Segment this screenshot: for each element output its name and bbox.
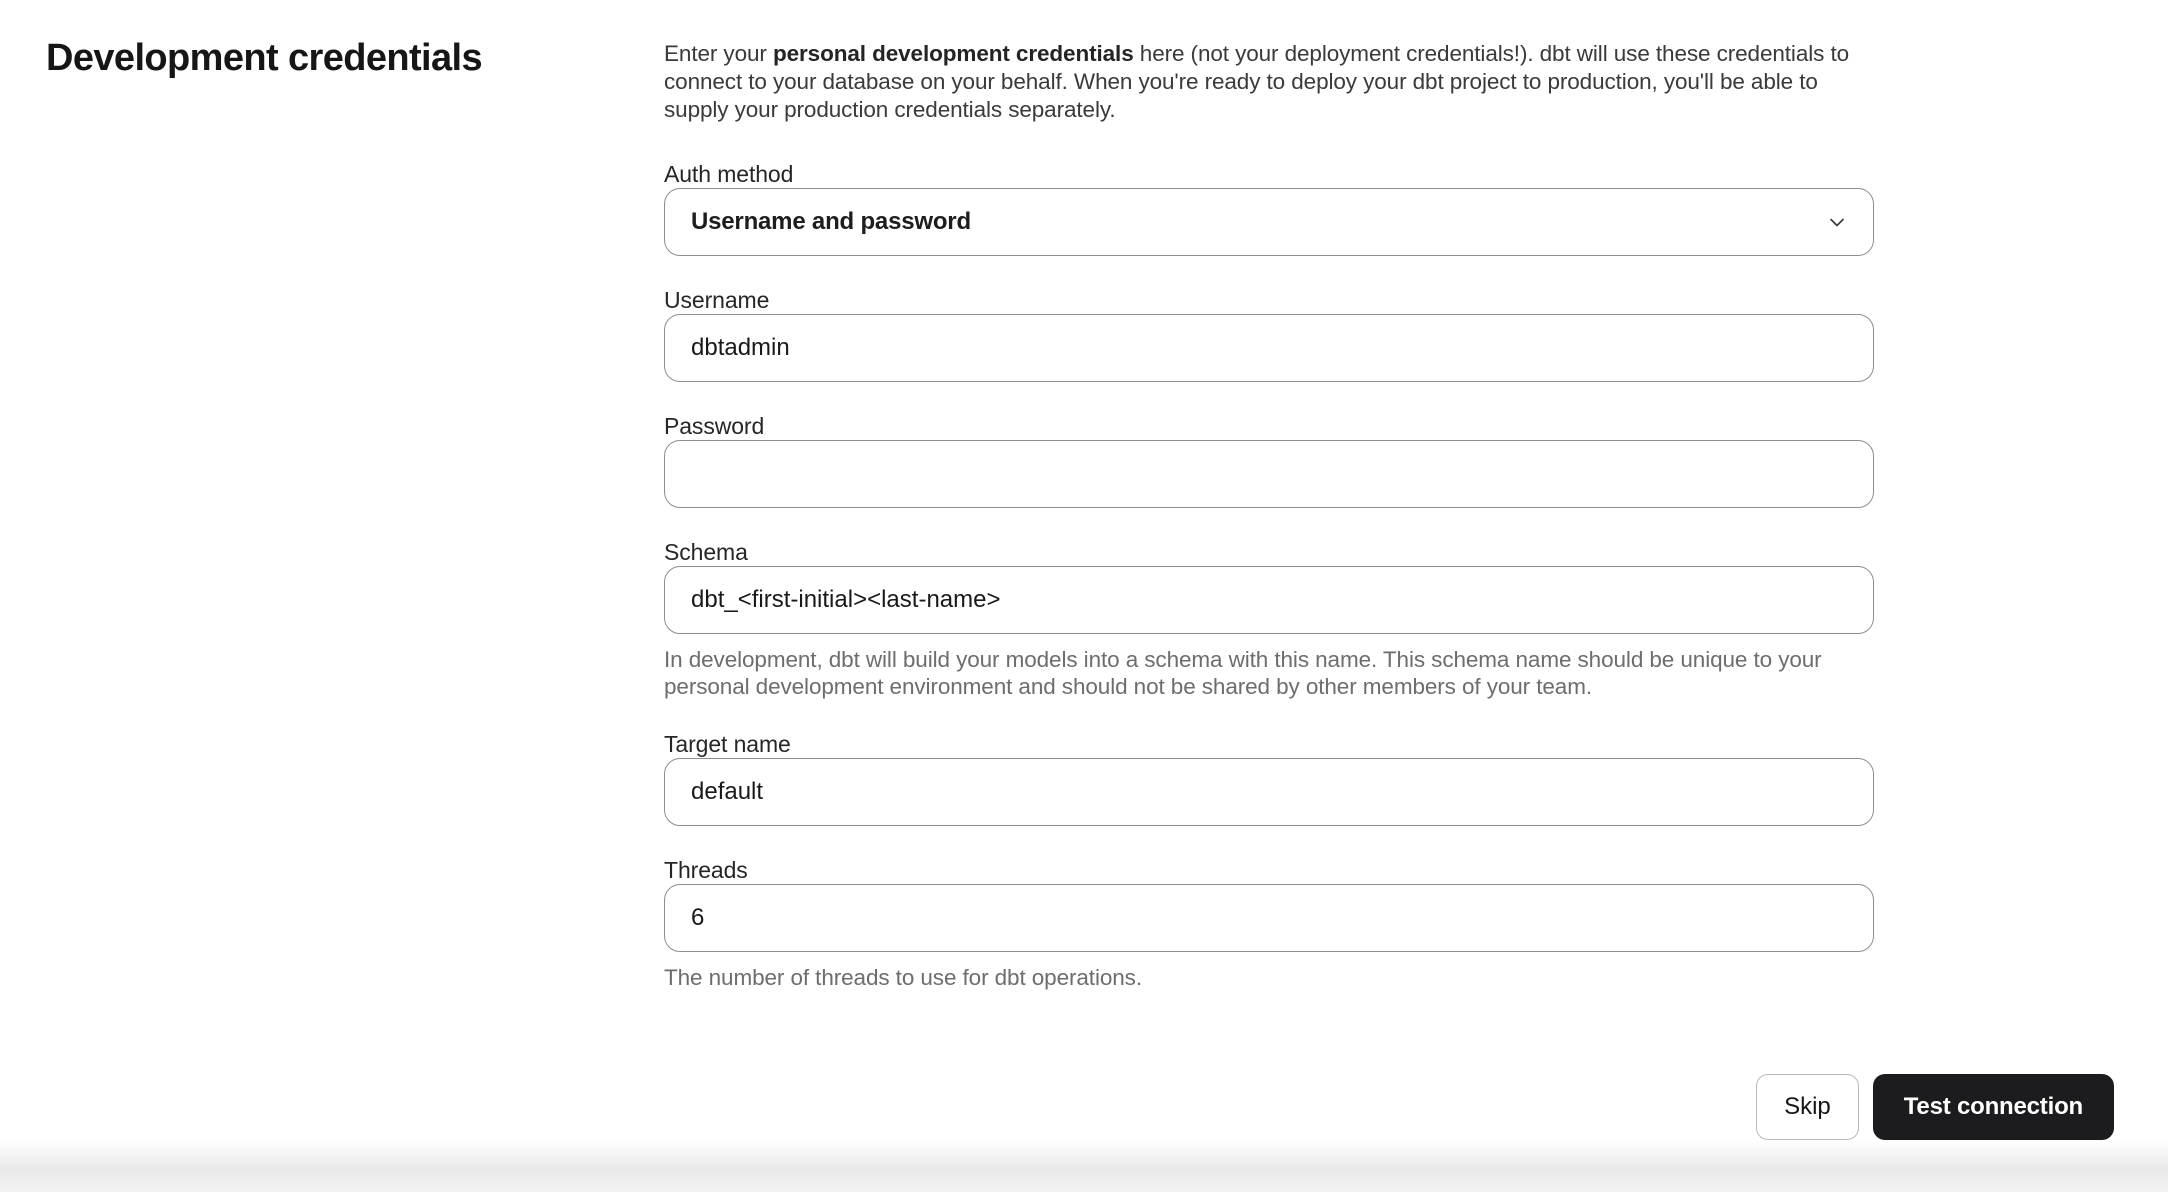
skip-button[interactable]: Skip [1756,1074,1859,1140]
auth-method-select[interactable] [664,188,1874,256]
schema-label: Schema [664,539,748,565]
auth-method-selected-value: Username and password [691,208,971,235]
username-field [664,288,1874,382]
schema-input[interactable] [664,566,1874,634]
schema-helper-text: In development, dbt will build your models into a schema with this name. This schema name should be unique to your personal development environment and should not be shared by other members of your team. [664,647,1822,699]
threads-field [664,858,1874,991]
description-suffix: here (not your deployment credentials!). dbt will use these credentials to connect to your database on your behalf. When you're ready to deploy your dbt project to production, you'll be able to supply your production credentials separately. [664,41,1850,122]
page-description [664,40,1874,124]
threads-label: Threads [664,857,748,883]
auth-method-field [664,162,1874,256]
description-bold: personal development credentials [772,41,1134,66]
password-input[interactable] [664,440,1874,508]
description-prefix: Enter your [664,41,773,66]
target-name-input[interactable] [664,758,1874,826]
username-input[interactable] [664,314,1874,382]
threads-input[interactable] [664,884,1874,952]
footer-actions [1756,1074,2114,1140]
schema-field [664,540,1874,700]
credentials-form [664,40,1874,1023]
bottom-gradient [0,1140,2168,1192]
target-name-label: Target name [664,731,791,757]
page-title: Development credentials [46,37,483,79]
password-field [664,414,1874,508]
target-name-field [664,732,1874,826]
password-label: Password [664,413,765,439]
username-label: Username [664,287,770,313]
auth-method-label: Auth method [664,161,794,187]
test-connection-button[interactable]: Test connection [1873,1074,2114,1140]
threads-helper-text: The number of threads to use for dbt operations. [664,965,1142,990]
chevron-down-icon [1825,210,1849,234]
